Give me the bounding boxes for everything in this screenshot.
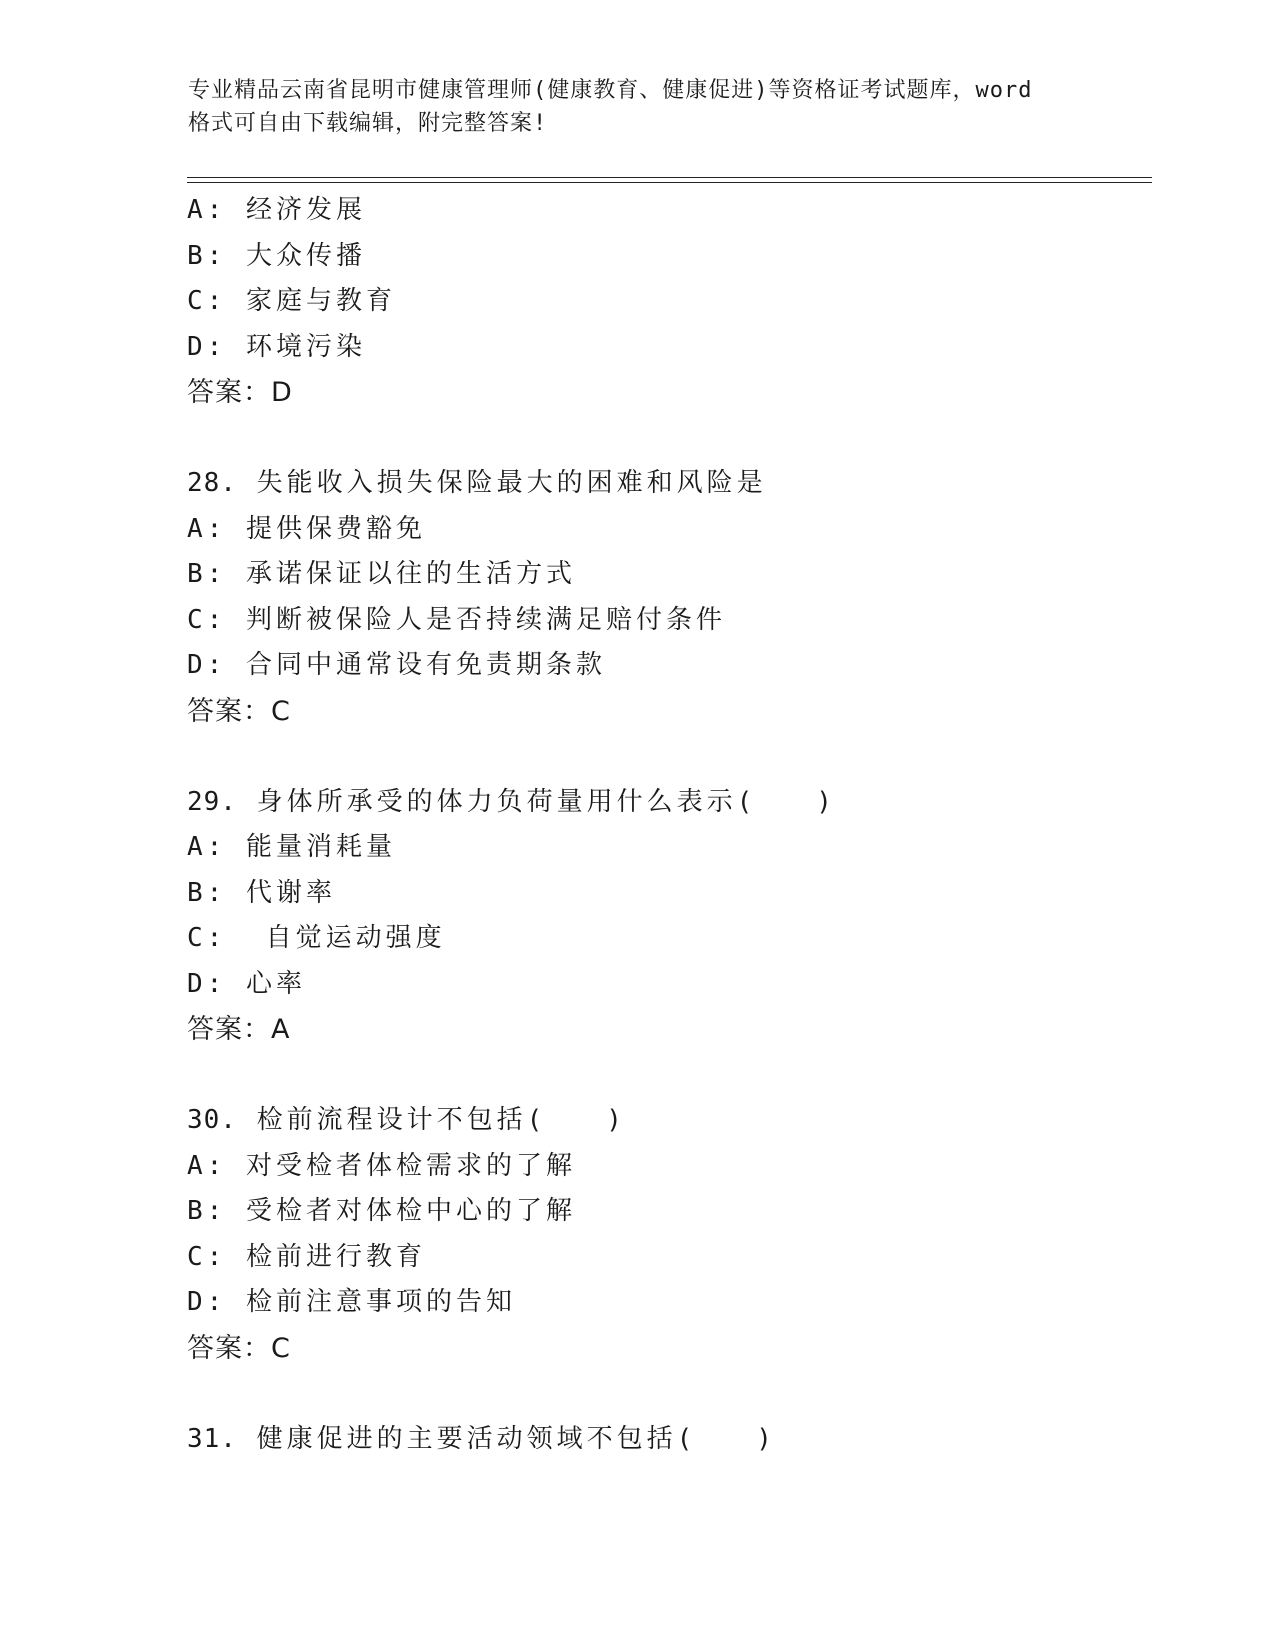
option-b: B: 承诺保证以往的生活方式 <box>187 559 576 589</box>
option-a: A: 能量消耗量 <box>187 832 396 862</box>
option-d: D: 检前注意事项的告知 <box>187 1287 516 1317</box>
option-b: B: 代谢率 <box>187 877 336 908</box>
option-c: C: 自觉运动强度 <box>187 923 446 953</box>
document-header <box>188 74 1088 140</box>
question-list <box>187 188 1147 1462</box>
answer: 答案：D <box>187 377 293 408</box>
option-b: B: 大众传播 <box>187 240 366 271</box>
question-number: 30. <box>187 1105 237 1135</box>
question-text: 检前流程设计不包括( ) <box>256 1105 626 1135</box>
option-d: D: 心率 <box>187 968 306 999</box>
answer: 答案：C <box>187 1332 291 1364</box>
question-stem <box>187 780 1147 826</box>
question-31 <box>187 1417 1147 1463</box>
question-number: 29. <box>187 786 237 817</box>
question-number: 31. <box>187 1423 237 1454</box>
question-29 <box>187 780 1147 1053</box>
option-c: C: 家庭与教育 <box>187 286 396 316</box>
option-c: C: 判断被保险人是否持续满足赔付条件 <box>187 604 726 635</box>
question-27 <box>187 188 1147 416</box>
question-text: 身体所承受的体力负荷量用什么表示( ) <box>256 786 836 817</box>
answer: 答案：C <box>187 695 291 727</box>
option-d: D: 合同中通常设有免责期条款 <box>187 650 606 680</box>
answer: 答案：A <box>187 1014 291 1045</box>
header-line-1: 专业精品云南省昆明市健康管理师(健康教育、健康促进)等资格证考试题库，word <box>188 78 1033 103</box>
option-a: A: 提供保费豁免 <box>187 513 426 544</box>
option-a: A: 经济发展 <box>187 195 366 225</box>
option-c: C: 检前进行教育 <box>187 1241 426 1272</box>
header-divider-top <box>187 177 1152 178</box>
question-text: 失能收入损失保险最大的困难和风险是 <box>256 468 767 498</box>
option-d: D: 环境污染 <box>187 331 366 362</box>
question-28 <box>187 461 1147 734</box>
question-30 <box>187 1098 1147 1371</box>
question-stem <box>187 1417 1147 1463</box>
option-b: B: 受检者对体检中心的了解 <box>187 1196 576 1226</box>
question-stem <box>187 461 1147 507</box>
header-divider-bottom <box>187 182 1152 183</box>
question-number: 28. <box>187 468 237 498</box>
question-stem <box>187 1098 1147 1144</box>
header-line-2: 格式可自由下载编辑，附完整答案! <box>188 111 548 136</box>
option-a: A: 对受检者体检需求的了解 <box>187 1150 576 1181</box>
question-text: 健康促进的主要活动领域不包括( ) <box>256 1423 776 1454</box>
